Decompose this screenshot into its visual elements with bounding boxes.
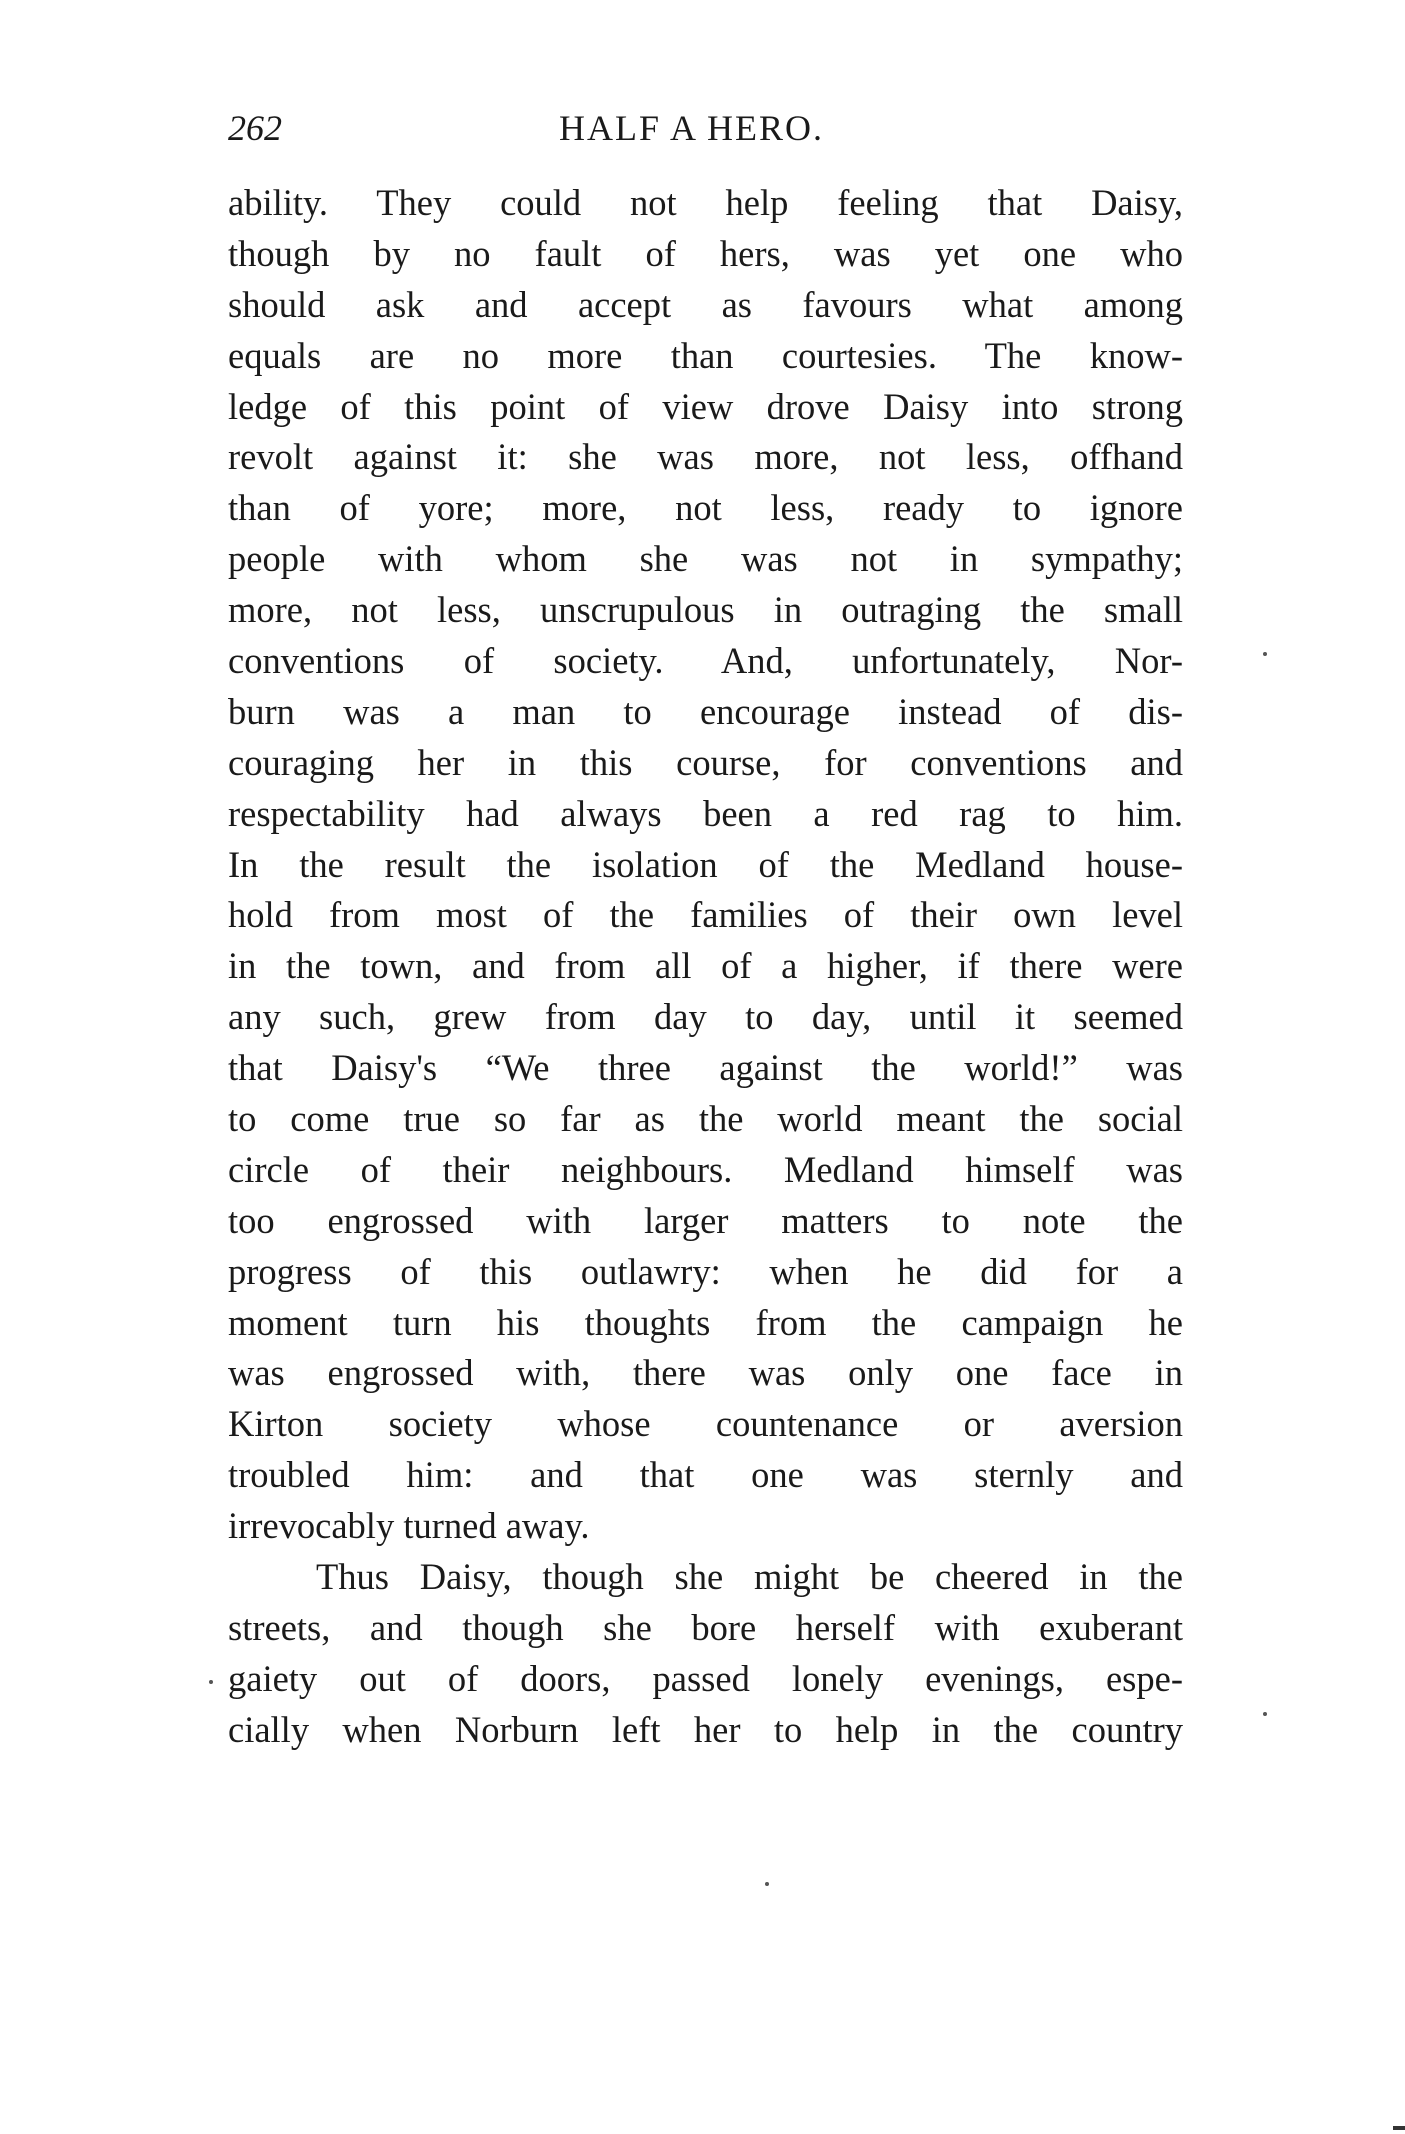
text-line: too engrossed with larger matters to note the <box>228 1199 1183 1241</box>
text-line: that Daisy's “We three against the world!” was <box>228 1047 1183 1089</box>
text-line: hold from most of the families of their own level <box>228 894 1183 936</box>
text-line: couraging her in this course, for conventions and <box>228 741 1183 783</box>
text-line: in the town, and from all of a higher, if there were <box>228 945 1183 987</box>
text-line: streets, and though she bore herself with exuberant <box>228 1606 1183 1648</box>
text-line: gaiety out of doors, passed lonely evenings, espe- <box>228 1657 1183 1699</box>
text-line: was engrossed with, there was only one face in <box>228 1352 1183 1394</box>
paper-speck <box>1263 652 1267 656</box>
text-line: respectability had always been a red rag to him. <box>228 792 1183 834</box>
text-line: more, not less, unscrupulous in outraging the small <box>228 589 1183 631</box>
text-line: moment turn his thoughts from the campaign he <box>228 1301 1183 1343</box>
text-line: though by no fault of hers, was yet one who <box>228 232 1183 274</box>
text-line: should ask and accept as favours what among <box>228 283 1183 325</box>
text-line: to come true so far as the world meant the social <box>228 1098 1183 1140</box>
running-head <box>228 98 1183 158</box>
paper-speck <box>765 1882 769 1886</box>
running-title: HALF A HERO. <box>559 108 825 148</box>
text-line: circle of their neighbours. Medland himself was <box>228 1148 1183 1190</box>
text-line: irrevocably turned away. <box>228 1505 590 1547</box>
text-line: ability. They could not help feeling that Daisy, <box>228 182 1183 223</box>
paper-speck <box>209 1680 213 1684</box>
edge-mark <box>1393 2126 1405 2130</box>
paper-speck <box>1263 1712 1267 1716</box>
body-text <box>228 178 1183 1756</box>
text-line: conventions of society. And, unfortunately, Nor- <box>228 640 1183 682</box>
paragraph-1 <box>228 178 1183 1552</box>
text-line: than of yore; more, not less, ready to ignore <box>228 487 1183 529</box>
text-line: burn was a man to encourage instead of dis- <box>228 690 1183 732</box>
text-line: In the result the isolation of the Medland house- <box>228 843 1183 885</box>
text-line: people with whom she was not in sympathy; <box>228 538 1183 580</box>
text-line: any such, grew from day to day, until it seemed <box>228 996 1183 1038</box>
text-line: progress of this outlawry: when he did for a <box>228 1250 1183 1292</box>
text-line: Kirton society whose countenance or aversion <box>228 1403 1183 1445</box>
text-line: ledge of this point of view drove Daisy into strong <box>228 385 1183 427</box>
text-line: revolt against it: she was more, not less, offhand <box>228 436 1183 478</box>
text-line: equals are no more than courtesies. The know- <box>228 334 1183 376</box>
paragraph-2 <box>228 1552 1183 1756</box>
text-line: troubled him: and that one was sternly and <box>228 1454 1183 1496</box>
page-number: 262 <box>228 108 282 148</box>
text-line: cially when Norburn left her to help in the country <box>228 1708 1183 1750</box>
text-line: Thus Daisy, though she might be cheered in the <box>316 1556 1183 1598</box>
